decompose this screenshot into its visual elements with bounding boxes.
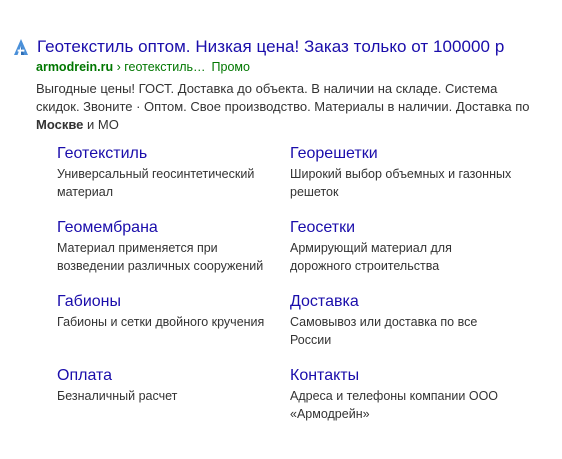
sitelink-gabions [57, 292, 290, 366]
ad-title-row [12, 36, 552, 58]
sitelink-geotextile [57, 144, 290, 218]
sitelink-contacts [290, 366, 523, 440]
sitelink-description: Армирующий материал для дорожного строительства [290, 241, 452, 273]
ad-title-link[interactable]: Геотекстиль оптом. Низкая цена! Заказ только от 100000 р [37, 37, 505, 56]
sitelink-title[interactable]: Геосетки [290, 219, 356, 236]
sitelink-title[interactable]: Габионы [57, 293, 121, 310]
sitelink-title[interactable]: Оплата [57, 367, 113, 384]
sitelink-description: Габионы и сетки двойного кручения [57, 315, 265, 329]
sitelink-title[interactable]: Геотекстиль [57, 145, 148, 162]
sitelink-payment [57, 366, 290, 440]
sitelink-title[interactable]: Георешетки [290, 145, 378, 162]
search-ad-result [12, 36, 552, 134]
sitelink-description: Безналичный расчет [57, 389, 178, 403]
sitelink-description: Широкий выбор объемных и газонных решеток [290, 167, 512, 199]
ad-domain-link[interactable]: armodrein.ru [36, 60, 114, 74]
sitelink-geomembrane [57, 218, 290, 292]
sitelink-title[interactable]: Геомембрана [57, 219, 158, 236]
sitelink-description: Адреса и телефоны компании ООО «Армодрейн» [290, 389, 499, 421]
ad-snippet-text: Выгодные цены! ГОСТ. Доставка до объекта. В наличии на складе. Система скидок. Звоните · Оптом. Свое производство. Материалы в наличии. Доставка по [36, 81, 530, 114]
ad-path-link[interactable]: › геотекстиль… [113, 60, 206, 74]
sitelink-title[interactable]: Контакты [290, 367, 360, 384]
sitelink-geogrids [290, 144, 523, 218]
sitelinks-grid [57, 144, 537, 440]
sitelink-description: Материал применяется при возведении различных сооружений [57, 241, 264, 273]
sitelink-description: Универсальный геосинтетический материал [57, 167, 255, 199]
ad-promo-link[interactable]: Промо [211, 60, 250, 74]
ad-snippet-highlight: Москве [36, 117, 84, 132]
sitelink-geonets [290, 218, 523, 292]
ad-snippet-text-end: и МО [83, 117, 119, 132]
sitelink-description: Самовывоз или доставка по все России [290, 315, 478, 347]
ad-url-row [36, 59, 552, 76]
yandex-direct-a-icon [13, 38, 29, 56]
ad-snippet [36, 80, 536, 134]
sitelink-delivery [290, 292, 523, 366]
sitelink-title[interactable]: Доставка [290, 293, 359, 310]
